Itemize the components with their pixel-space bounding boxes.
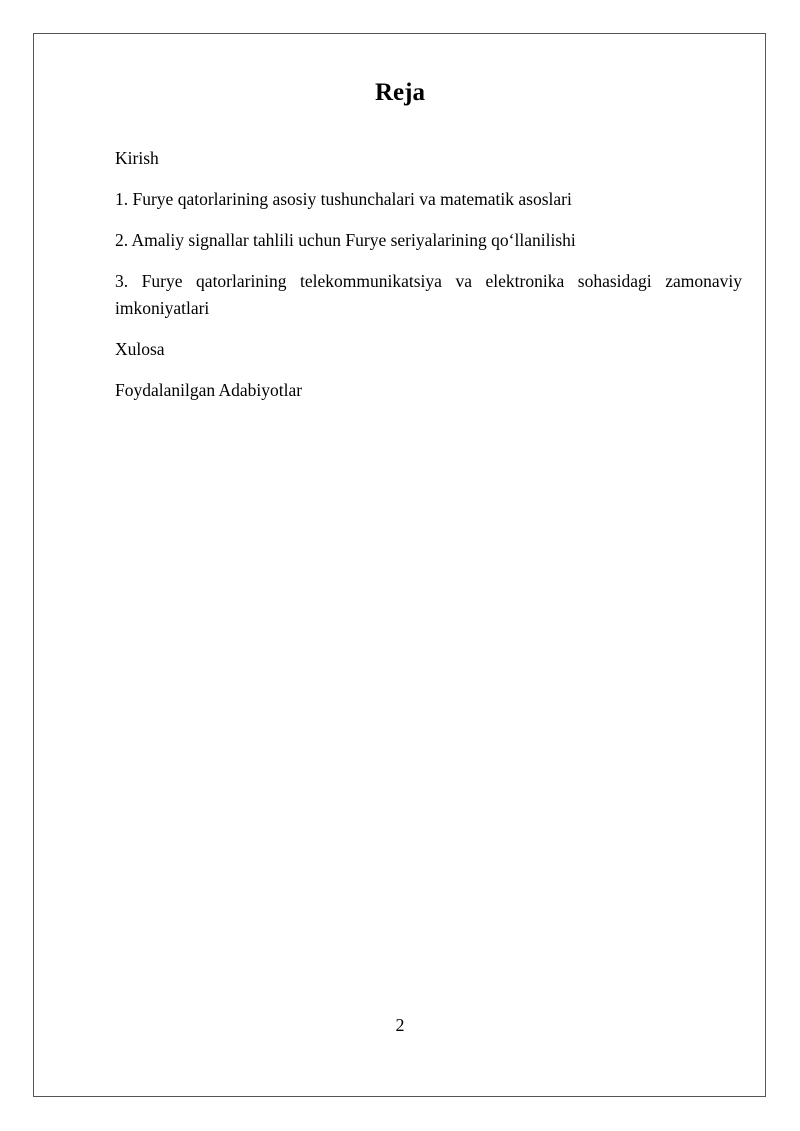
page-title: Reja	[375, 79, 425, 106]
plan-item-references: Foydalanilgan Adabiyotlar	[115, 380, 303, 400]
plan-list	[115, 145, 742, 418]
plan-item-3: 3. Furye qatorlarining telekommunikatsiya va elektronika sohasidagi zamonaviy imkoniyatlari	[115, 271, 742, 318]
plan-item-2: 2. Amaliy signallar tahlili uchun Furye seriyalarining qo‘llanilishi	[115, 230, 576, 250]
plan-item-introduction: Kirish	[115, 148, 159, 168]
page-number: 2	[395, 1015, 405, 1035]
plan-item-conclusion: Xulosa	[115, 339, 165, 359]
plan-item-1: 1. Furye qatorlarining asosiy tushunchalari va matematik asoslari	[115, 189, 572, 209]
